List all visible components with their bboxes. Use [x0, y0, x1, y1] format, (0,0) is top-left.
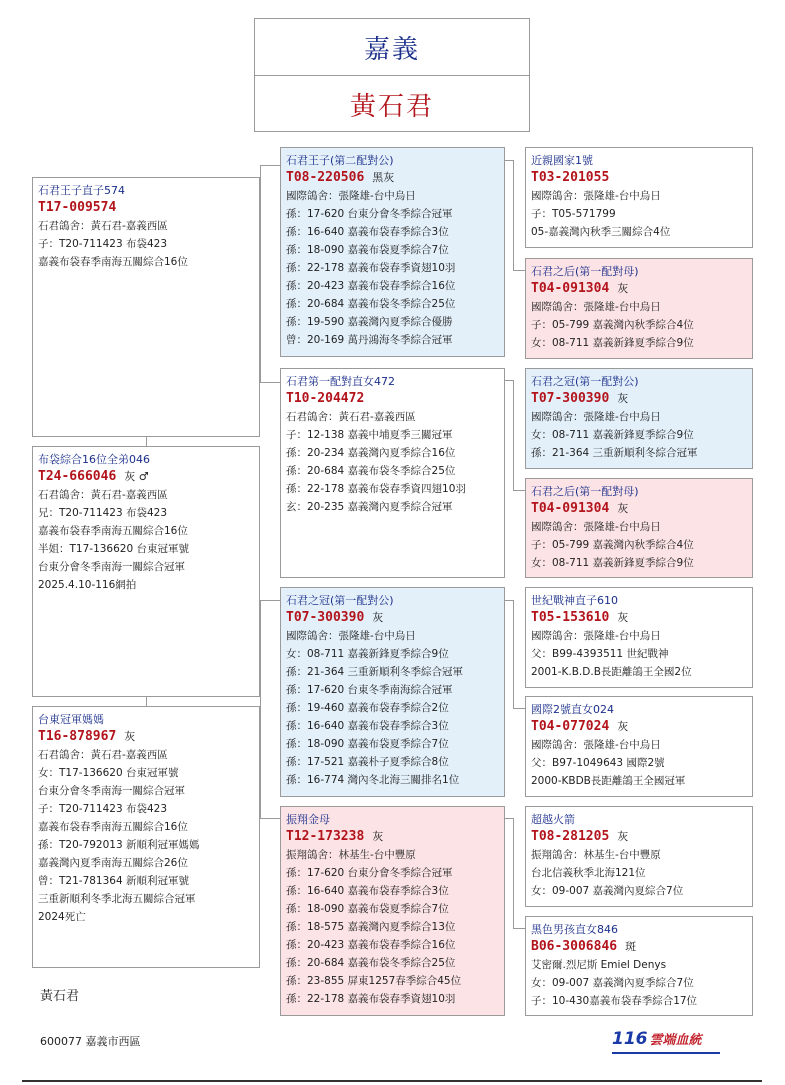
footer-owner: 黃石君 — [40, 989, 80, 1004]
info-line: 孫：22-178 嘉義布袋春季資四翅10羽 — [286, 483, 466, 495]
owner-name: 黃石君 — [349, 91, 434, 122]
connector — [513, 270, 525, 271]
ancestor-title: 世紀戰神直子610 — [531, 594, 618, 607]
info-line: 台北信義秋季北海121位 — [531, 867, 646, 879]
info-line: 孫：16-640 嘉義布袋春季綜合3位 — [286, 226, 449, 238]
ancestor-color: 灰 — [617, 830, 629, 843]
info-line: 艾密爾.烈尼斯 Emiel Denys — [531, 959, 667, 971]
connector — [513, 600, 514, 708]
ancestor-ring: B06-3006846 — [531, 939, 618, 954]
dam-dam-title: 振翔金母 — [286, 813, 330, 826]
ancestor-card-5[interactable] — [525, 587, 753, 688]
info-line: 曾：T21-781364 新順利冠軍號 — [38, 875, 189, 887]
subject-ring: T24-666046 — [38, 469, 117, 484]
info-line: 嘉義布袋春季南海五關綜合16位 — [38, 821, 188, 833]
info-line: 子：T20-711423 布袋423 — [38, 803, 168, 815]
info-line: 振翔鴿舍：林基生-台中豐原 — [286, 849, 416, 861]
info-line: 石君鴿舍：黃石君-嘉義西區 — [38, 489, 168, 501]
info-line: 國際鴿舍：張隆雄-台中烏日 — [531, 739, 661, 751]
ancestor-title: 國際2號直女024 — [531, 703, 614, 716]
info-line: 女：09-007 嘉義灣內夏季綜合7位 — [531, 977, 694, 989]
info-line: 國際鴿舍：張隆雄-台中烏日 — [531, 190, 661, 202]
info-line: 石君鴿舍：黃石君-嘉義西區 — [38, 749, 168, 761]
subject-card[interactable] — [32, 446, 260, 697]
sire-sire-color: 黑灰 — [372, 171, 395, 184]
info-line: 嘉義布袋春季南海五關綜合16位 — [38, 525, 188, 537]
info-line: 孫：22-178 嘉義布袋春季資翅10羽 — [286, 262, 456, 274]
connector — [513, 818, 514, 928]
dam-sire-color: 灰 — [372, 611, 384, 624]
dam-card[interactable] — [32, 706, 260, 968]
info-line: 2001-K.B.D.B長距離鴿王全國2位 — [531, 666, 692, 678]
info-line: 孫：19-590 嘉義灣內夏季綜合優勝 — [286, 316, 453, 328]
logo-number: 116 — [612, 1029, 648, 1049]
sire-sire-card[interactable] — [280, 147, 505, 357]
ancestor-ring: T05-153610 — [531, 610, 610, 625]
dam-dam-card[interactable] — [280, 806, 505, 1016]
info-line: 三重新順利冬季北海五關綜合冠軍 — [38, 893, 196, 905]
info-line: 孫：18-090 嘉義布袋夏季綜合7位 — [286, 738, 449, 750]
sire-sire-ring: T08-220506 — [286, 170, 365, 185]
info-line: 孫：19-460 嘉義布袋春季綜合2位 — [286, 702, 449, 714]
info-line: 國際鴿舍：張隆雄-台中烏日 — [531, 630, 661, 642]
info-line: 曾：20-169 萬丹鴻海冬季綜合冠軍 — [286, 334, 453, 346]
ancestor-title: 石君之后(第一配對母) — [531, 265, 639, 278]
info-line: 子：05-799 嘉義灣內秋季綜合4位 — [531, 319, 694, 331]
ancestor-title: 超越火箭 — [531, 813, 575, 826]
ancestor-ring: T04-077024 — [531, 719, 610, 734]
info-line: 孫：16-774 灣內冬北海三關排名1位 — [286, 774, 460, 786]
connector — [146, 437, 147, 446]
dam-sire-title: 石君之冠(第一配對公) — [286, 594, 394, 607]
connector — [505, 160, 513, 161]
sire-dam-title: 石君第一配對直女472 — [286, 375, 395, 388]
ancestor-ring: T04-091304 — [531, 501, 610, 516]
info-line: 孫：21-364 三重新順利冬季綜合冠軍 — [286, 666, 464, 678]
pedigree-header — [254, 18, 530, 132]
ancestor-color: 灰 — [617, 392, 629, 405]
connector — [260, 382, 280, 383]
info-line: 嘉義灣內夏季南海五關綜合26位 — [38, 857, 188, 869]
sire-card[interactable] — [32, 177, 260, 437]
ancestor-ring: T08-281205 — [531, 829, 610, 844]
ancestor-color: 灰 — [617, 282, 629, 295]
ancestor-ring: T07-300390 — [531, 391, 610, 406]
info-line: 兄：T20-711423 布袋423 — [38, 507, 168, 519]
subject-title: 布袋綜合16位全弟046 — [38, 453, 150, 466]
info-line: 孫：17-521 嘉義朴子夏季綜合8位 — [286, 756, 449, 768]
info-line: 孫：16-640 嘉義布袋春季綜合3位 — [286, 885, 449, 897]
info-line: 子：T20-711423 布袋423 — [38, 238, 168, 250]
info-line: 國際鴿舍：張隆雄-台中烏日 — [531, 411, 661, 423]
info-line: 女：08-711 嘉義新鋒夏季綜合9位 — [531, 429, 694, 441]
info-line: 子：T05-571799 — [531, 208, 616, 220]
info-line: 女：T17-136620 台東冠軍號 — [38, 767, 179, 779]
ancestor-card-6[interactable] — [525, 696, 753, 797]
dam-dam-color: 灰 — [372, 830, 384, 843]
connector — [513, 708, 525, 709]
info-line: 孫：20-684 嘉義布袋冬季綜合25位 — [286, 957, 456, 969]
logo-underline — [612, 1052, 720, 1054]
info-line: 石君鴿舍：黃石君-嘉義西區 — [38, 220, 168, 232]
sire-dam-card[interactable] — [280, 368, 505, 578]
info-line: 國際鴿舍：張隆雄-台中烏日 — [286, 630, 416, 642]
info-line: 台東分會冬季南海一關綜合冠軍 — [38, 785, 185, 797]
info-line: 石君鴿舍：黃石君-嘉義西區 — [286, 411, 416, 423]
info-line: 孫：20-234 嘉義灣內夏季綜合16位 — [286, 447, 456, 459]
footer-address: 600077 嘉義市西區 — [40, 1035, 141, 1048]
connector — [505, 600, 513, 601]
connector — [260, 600, 261, 818]
info-line: 子：12-138 嘉義中埔夏季三關冠軍 — [286, 429, 453, 441]
info-line: 父：B97-1049643 國際2號 — [531, 757, 665, 769]
info-line: 孫：20-423 嘉義布袋春季綜合16位 — [286, 939, 456, 951]
dam-dam-ring: T12-173238 — [286, 829, 365, 844]
sire-ring: T17-009574 — [38, 200, 117, 215]
ancestor-card-1[interactable] — [525, 147, 753, 248]
info-line: 孫：17-620 台東分會冬季綜合冠軍 — [286, 867, 453, 879]
ancestor-card-4[interactable] — [525, 478, 753, 578]
ancestor-card-8[interactable] — [525, 916, 753, 1016]
ancestor-ring: T04-091304 — [531, 281, 610, 296]
ancestor-title: 黑色男孩直女846 — [531, 923, 618, 936]
connector — [146, 697, 147, 706]
connector — [513, 380, 514, 490]
info-line: 05-嘉義灣內秋季三關綜合4位 — [531, 226, 671, 238]
info-line: 孫：17-620 台東分會冬季綜合冠軍 — [286, 208, 453, 220]
info-line: 女：08-711 嘉義新鋒夏季綜合9位 — [286, 648, 449, 660]
info-line: 孫：17-620 台東冬季南海綜合冠軍 — [286, 684, 453, 696]
dam-sire-ring: T07-300390 — [286, 610, 365, 625]
connector — [260, 818, 280, 819]
ancestor-title: 石君之冠(第一配對公) — [531, 375, 639, 388]
info-line: 半姐：T17-136620 台東冠軍號 — [38, 543, 189, 555]
info-line: 孫：20-684 嘉義布袋冬季綜合25位 — [286, 298, 456, 310]
info-line: 嘉義布袋春季南海五關綜合16位 — [38, 256, 188, 268]
connector — [513, 490, 525, 491]
ancestor-color: 灰 — [617, 502, 629, 515]
ancestor-title: 近親國家1號 — [531, 154, 593, 167]
ancestor-title: 石君之后(第一配對母) — [531, 485, 639, 498]
connector — [513, 928, 525, 929]
ancestor-color: 灰 — [617, 611, 629, 624]
info-line: 孫：T20-792013 新順利冠軍媽媽 — [38, 839, 200, 851]
ancestor-card-2[interactable] — [525, 258, 753, 359]
ancestor-ring: T03-201055 — [531, 170, 610, 185]
info-line: 2024死亡 — [38, 911, 86, 923]
info-line: 國際鴿舍：張隆雄-台中烏日 — [531, 301, 661, 313]
sire-sire-title: 石君王子(第二配對公) — [286, 154, 394, 167]
region-title: 嘉義 — [255, 19, 529, 76]
info-line: 2000-KBDB長距離鴿王全國冠軍 — [531, 775, 686, 787]
dam-sire-card[interactable] — [280, 587, 505, 797]
sire-dam-ring: T10-204472 — [286, 391, 365, 406]
sire-title: 石君王子直子574 — [38, 184, 125, 197]
info-line: 國際鴿舍：張隆雄-台中烏日 — [286, 190, 416, 202]
ancestor-card-3[interactable] — [525, 368, 753, 469]
info-line: 國際鴿舍：張隆雄-台中烏日 — [531, 521, 661, 533]
subject-color: 灰 ♂ — [124, 470, 149, 483]
info-line: 玄：20-235 嘉義灣內夏季綜合冠軍 — [286, 501, 453, 513]
info-line: 父：B99-4393511 世紀戰神 — [531, 648, 669, 660]
connector — [505, 380, 513, 381]
ancestor-card-7[interactable] — [525, 806, 753, 907]
connector — [260, 165, 280, 166]
info-line: 子：10-430嘉義布袋春季綜合17位 — [531, 995, 698, 1007]
connector — [505, 818, 513, 819]
dam-title: 台東冠軍媽媽 — [38, 713, 104, 726]
info-line: 孫：20-423 嘉義布袋春季綜合16位 — [286, 280, 456, 292]
dam-color: 灰 — [124, 730, 136, 743]
info-line: 孫：20-684 嘉義布袋冬季綜合25位 — [286, 465, 456, 477]
connector — [513, 160, 514, 270]
info-line: 2025.4.10-116網拍 — [38, 579, 137, 591]
ancestor-color: 灰 — [617, 720, 629, 733]
info-line: 女：08-711 嘉義新鋒夏季綜合9位 — [531, 557, 694, 569]
info-line: 孫：21-364 三重新順利冬綜合冠軍 — [531, 447, 698, 459]
info-line: 孫：18-090 嘉義布袋夏季綜合7位 — [286, 903, 449, 915]
connector — [260, 600, 280, 601]
ancestor-color: 斑 — [625, 940, 637, 953]
info-line: 子：05-799 嘉義灣內秋季綜合4位 — [531, 539, 694, 551]
bottom-rule — [22, 1080, 762, 1082]
logo-text: 雲端血統 — [649, 1033, 702, 1048]
info-line: 台東分會冬季南海一關綜合冠軍 — [38, 561, 185, 573]
info-line: 女：08-711 嘉義新鋒夏季綜合9位 — [531, 337, 694, 349]
dam-ring: T16-878967 — [38, 729, 117, 744]
info-line: 女：09-007 嘉義灣內夏綜合7位 — [531, 885, 684, 897]
cloud-pedigree-logo[interactable] — [612, 1029, 702, 1049]
info-line: 孫：18-575 嘉義灣內夏季綜合13位 — [286, 921, 456, 933]
info-line: 孫：18-090 嘉義布袋夏季綜合7位 — [286, 244, 449, 256]
info-line: 孫：16-640 嘉義布袋春季綜合3位 — [286, 720, 449, 732]
info-line: 孫：23-855 屏東1257春季綜合45位 — [286, 975, 462, 987]
connector — [260, 165, 261, 382]
info-line: 振翔鴿舍：林基生-台中豐原 — [531, 849, 661, 861]
info-line: 孫：22-178 嘉義布袋春季資翅10羽 — [286, 993, 456, 1005]
